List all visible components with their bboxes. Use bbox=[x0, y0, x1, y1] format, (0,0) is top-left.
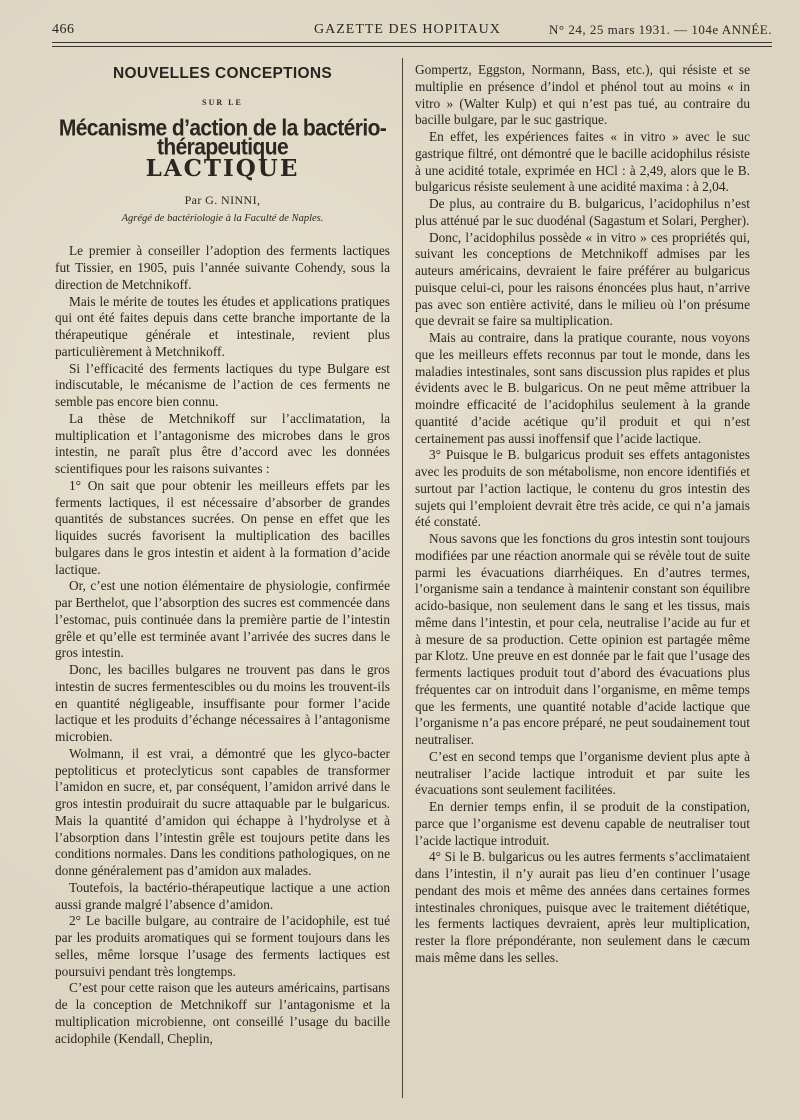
article-title-block bbox=[55, 66, 390, 227]
paragraph: Or, c’est une notion élémentaire de physiologie, confirmée par Berthelot, que l’absorption des sucres est commencée dans l’estomac, puis continuée dans la première partie de l’intestin grêle et qu’elle est terminée avant l’arrivée des sucres dans le gros intestin. bbox=[55, 578, 390, 661]
paragraph: Donc, les bacilles bulgares ne trouvent pas dans le gros intestin de sucres fermentescibles ou du moins les trouvent-ils en quantité négligeable, insuffisante pour former l’acide lactique et les produits d’échange nécessaires à l’antagonisme microbien. bbox=[55, 662, 390, 744]
header-rule-bottom bbox=[52, 46, 772, 47]
paragraph: 2° Le bacille bulgare, au contraire de l’acidophile, est tué par les produits aromatiques qui se forment toujours dans les selles, même lorsque l’usage des ferments lactiques est poursuivi pendant très longtemps. bbox=[55, 913, 390, 979]
journal-title: GAZETTE DES HOPITAUX bbox=[314, 22, 501, 37]
paragraph: 4° Si le B. bulgaricus ou les autres ferments s’acclimataient dans l’intestin, il n’y aurait pas lieu d’en continuer l’usage pendant des mois et même des années dans certaines formes intestinales chroniques, puisque avec le traitement diététique, les ferments lactiques devraient, après leur multiplication, rester la flore prépondérante, non seulement dans le cæcum mais même dans les selles. bbox=[415, 849, 750, 965]
paragraph: Mais au contraire, dans la pratique courante, nous voyons que les meilleurs effets reconnus par tout le monde, dans les maladies intestinales, sont sans discussion plus rapides et plus évidents avec le B. bulgaricus. On ne peut même attribuer la moindre efficacité de l’acidophilus seulement à la grande quantité d’acide acétique qu’il produit et qui n’est certainement pas aussi inoffensif que l’acide lactique. bbox=[415, 330, 750, 446]
author-affiliation: Agrégé de bactériologie à la Faculté de Naples. bbox=[121, 212, 324, 224]
paragraph: C’est pour cette raison que les auteurs américains, partisans de la conception de Metchnikoff sur l’antagonisme et la multiplication microbienne, ont conseillé l’usage du bacille acidophile (Kendall, Cheplin, bbox=[55, 980, 390, 1046]
page-header bbox=[52, 18, 772, 44]
paragraph: Mais le mérite de toutes les études et applications pratiques qui ont été faites depuis dans cette branche importante de la thérapeutique générale et intestinale, revient plus particulièrement à Metchnikoff. bbox=[55, 293, 390, 359]
title-line-3: Mécanisme d’action de la bactério-thérapeutique bbox=[58, 115, 387, 160]
paragraph: C’est en second temps que l’organisme devient plus apte à neutraliser l’acide lactique introduit et par suite les évacuations sont seulement facilitées. bbox=[415, 748, 750, 798]
paragraph: Toutefois, la bactério-thérapeutique lactique a une action aussi grande malgré l’absence d’amidon. bbox=[55, 879, 390, 912]
paragraph: En dernier temps enfin, il se produit de la constipation, parce que l’organisme est devenu capable de neutraliser tout l’acide lactique introduit. bbox=[415, 799, 750, 848]
paragraph: 3° Puisque le B. bulgaricus produit ses effets antagonistes avec les produits de son métabolisme, non encore identifiés et surtout par l’action lactique, le contenu du gros intestin des sujets qui l’emploient devrait être très acide, ce qui n’a jamais été constaté. bbox=[415, 447, 750, 530]
column-divider bbox=[402, 58, 403, 1098]
title-line-4: LACTIQUE bbox=[145, 155, 300, 182]
paragraph: De plus, au contraire du B. bulgaricus, l’acidophilus n’est plus atténué par le suc duodénal (Sagastum et Solari, Pergher). bbox=[415, 196, 750, 228]
paragraph: En effet, les expériences faites « in vitro » avec le suc gastrique filtré, ont démontré que le bacille acidophilus résiste à une acidité totale, exprimée en HCl : à 2,49, alors que le B. bulgaricus résiste seulement à une acidité maxima : à 2,04. bbox=[415, 129, 750, 195]
left-column bbox=[55, 60, 390, 1047]
paragraph: Si l’efficacité des ferments lactiques du type Bulgare est indiscutable, le mécanisme de l’action de ces ferments ne semble pas encore bien connu. bbox=[55, 360, 390, 409]
header-rule-top bbox=[52, 42, 772, 43]
page-number: 466 bbox=[52, 22, 75, 37]
paragraph: Donc, l’acidophilus possède « in vitro » ces propriétés qui, suivant les conceptions de Metchnikoff admises par les auteurs américains, devraient le faire préférer au bulgaricus puisque celui-ci, pour les raisons énoncées plus haut, n’arrive pas avec son entière activité, dans le milieu où l’on présume que devrait se faire sa multiplication. bbox=[415, 229, 750, 329]
left-column-body bbox=[55, 243, 390, 1047]
paragraph: 1° On sait que pour obtenir les meilleurs effets par les ferments lactiques, il est nécessaire d’absorber de grandes quantités de substances sucrées. On pense en effet que les liquides sucrés favorisent la multiplication des bacilles bulgares dans le gros intestin et aident à la formation d’acide lactique. bbox=[55, 477, 390, 577]
paragraph: Wolmann, il est vrai, a démontré que les glyco-bacter peptoliticus et proteclyticus sont capables de transformer l’amidon en sucre, et, par conséquent, l’amidon arrivé dans le gros intestin produirait du sucre attaquable par le bulgaricus. Mais la quantité d’amidon qui échappe à l’hydrolyse et à l’absorption dans l’intestin grêle est toujours petite dans les conditions normales. Dans les conditions pathologiques, on ne donne généralement pas d’amidon aux malades. bbox=[55, 745, 390, 878]
title-line-2: SUR LE bbox=[202, 97, 243, 107]
paragraph: Le premier à conseiller l’adoption des ferments lactiques fut Tissier, en 1905, puis l’année suivante Cohendy, sous la direction de Metchnikoff. bbox=[55, 243, 390, 292]
paragraph: Nous savons que les fonctions du gros intestin sont toujours modifiées par une réaction anormale qui se révèle tout de suite parmi les évacuations diarrhéiques. En d’autres termes, l’organisme sain a tendance à maintenir constant son équilibre acido-basique, non seulement dans le sang et les tissus, mais même dans l’intestin, et pour cela, neutralise l’acide au fur et à mesure de sa production. Cette opinion est partagée même par Klotz. Une preuve en est donnée par le fait que l’usage des ferments lactiques produit tout d’abord des évacuations plus fréquentes car on introduit dans l’organisme, en même temps que les ferments, une quantité notable d’acide lactique que l’organisme n’a pas encore préparé, ne peut soudainement tout neutraliser. bbox=[415, 531, 750, 747]
paragraph: Gompertz, Eggston, Normann, Bass, etc.), qui résiste et se multiplie en présence d’indol et phénol tout au moins « in vitro » (Walter Kulp) et qui n’est pas tué, au contraire du bacille bulgare, par le suc gastrique. bbox=[415, 62, 750, 128]
issue-info: N° 24, 25 mars 1931. — 104e ANNÉE. bbox=[549, 22, 772, 37]
paragraph: La thèse de Metchnikoff sur l’acclimatation, la multiplication et l’antagonisme des microbes dans le gros intestin, ne paraît plus être d’accord avec les données scientifiques pour les raisons suivantes : bbox=[55, 410, 390, 476]
right-column bbox=[415, 62, 750, 967]
author: Par G. NINNI, bbox=[184, 192, 261, 207]
title-line-1: NOUVELLES CONCEPTIONS bbox=[112, 65, 333, 82]
